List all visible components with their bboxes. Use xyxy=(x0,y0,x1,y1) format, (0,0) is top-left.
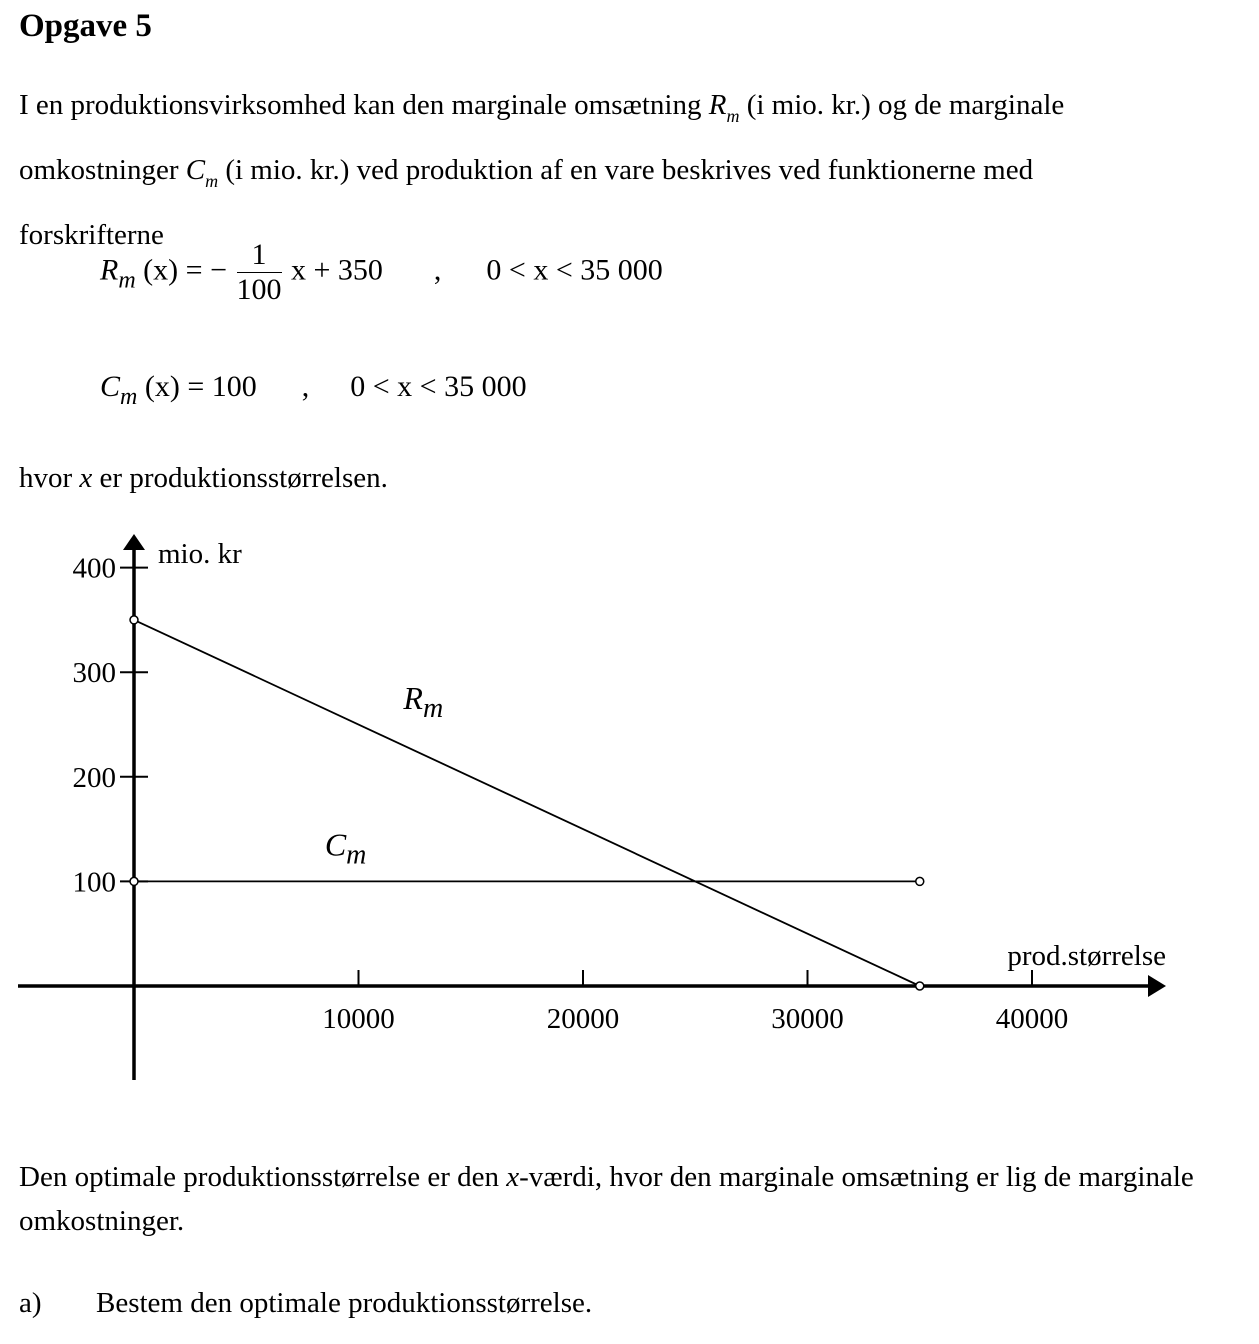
y-tick-label: 400 xyxy=(72,552,116,585)
marginal-chart xyxy=(0,520,1259,1090)
x-tick-label: 10000 xyxy=(322,1003,395,1035)
formula-c-arg: (x) = 100 xyxy=(144,370,257,403)
question-a xyxy=(19,1287,592,1320)
formula-revenue xyxy=(100,238,663,307)
formula-r-denominator: 100 xyxy=(236,273,282,306)
question-label: a) xyxy=(19,1287,42,1319)
bottom-text-b: -værdi, hvor den marginale omsætning er lig de marginale omkostninger. xyxy=(19,1161,1194,1237)
bottom-paragraph xyxy=(19,1155,1239,1243)
formula-r-sep: , xyxy=(433,253,442,287)
r-symbol: R xyxy=(708,89,727,121)
hvor-x: x xyxy=(79,462,93,494)
y-axis-label: mio. kr xyxy=(158,538,242,570)
formula-r-lhs: R xyxy=(100,253,119,287)
bottom-text-a: Den optimale produktionsstørrelse er den xyxy=(19,1161,499,1193)
series-label-1: Cm xyxy=(324,826,367,871)
y-tick-label: 200 xyxy=(72,761,116,794)
y-tick-label: 100 xyxy=(72,866,116,899)
formula-c-sub: m xyxy=(120,384,138,410)
c-symbol: C xyxy=(185,154,206,186)
intro-line2-b: (i mio. kr.) ved produktion af en vare beskrives ved funktionerne med xyxy=(225,154,1034,186)
open-point xyxy=(916,982,924,990)
open-point xyxy=(916,877,924,885)
formula-c-domain: 0 < x < 35 000 xyxy=(350,370,527,403)
formula-r-domain: 0 < x < 35 000 xyxy=(486,253,663,287)
y-tick-label: 300 xyxy=(72,657,116,690)
hvor-b: er produktionsstørrelsen. xyxy=(99,462,388,494)
formula-c-sep: , xyxy=(301,370,310,403)
intro-line1-b: (i mio. kr.) og de marginale xyxy=(746,89,1065,121)
variable-description xyxy=(19,462,388,495)
series-label-0: Rm xyxy=(403,679,444,724)
series-line-0 xyxy=(134,620,920,986)
x-axis-arrow xyxy=(1148,975,1166,997)
intro-line3: forskrifterne xyxy=(19,219,164,251)
formula-cost xyxy=(100,370,527,411)
x-tick-label: 40000 xyxy=(995,1003,1069,1035)
x-tick-label: 20000 xyxy=(546,1003,620,1035)
intro-line1-a: I en produktionsvirksomhed kan den marginale omsætning xyxy=(19,89,702,121)
formula-c-lhs: C xyxy=(100,370,121,403)
formula-r-fraction xyxy=(237,238,282,307)
bottom-x: x xyxy=(506,1161,520,1193)
intro-line2-a: omkostninger xyxy=(19,154,179,186)
hvor-a: hvor xyxy=(19,462,73,494)
page-title: Opgave 5 xyxy=(19,8,152,44)
formula-r-numerator: 1 xyxy=(237,238,282,273)
x-tick-label: 30000 xyxy=(771,1003,844,1035)
y-axis-arrow xyxy=(123,534,145,550)
open-point xyxy=(130,877,138,885)
formula-r-rest: x + 350 xyxy=(291,253,383,287)
x-axis-label: prod.størrelse xyxy=(1007,940,1166,972)
question-text: Bestem den optimale produktionsstørrelse. xyxy=(96,1287,593,1319)
formula-r-arg: (x) = − xyxy=(143,253,227,287)
c-subscript: m xyxy=(205,171,219,191)
r-subscript: m xyxy=(726,106,740,126)
intro-paragraph xyxy=(19,78,1064,262)
formula-r-sub: m xyxy=(118,267,136,294)
open-point xyxy=(130,616,138,624)
